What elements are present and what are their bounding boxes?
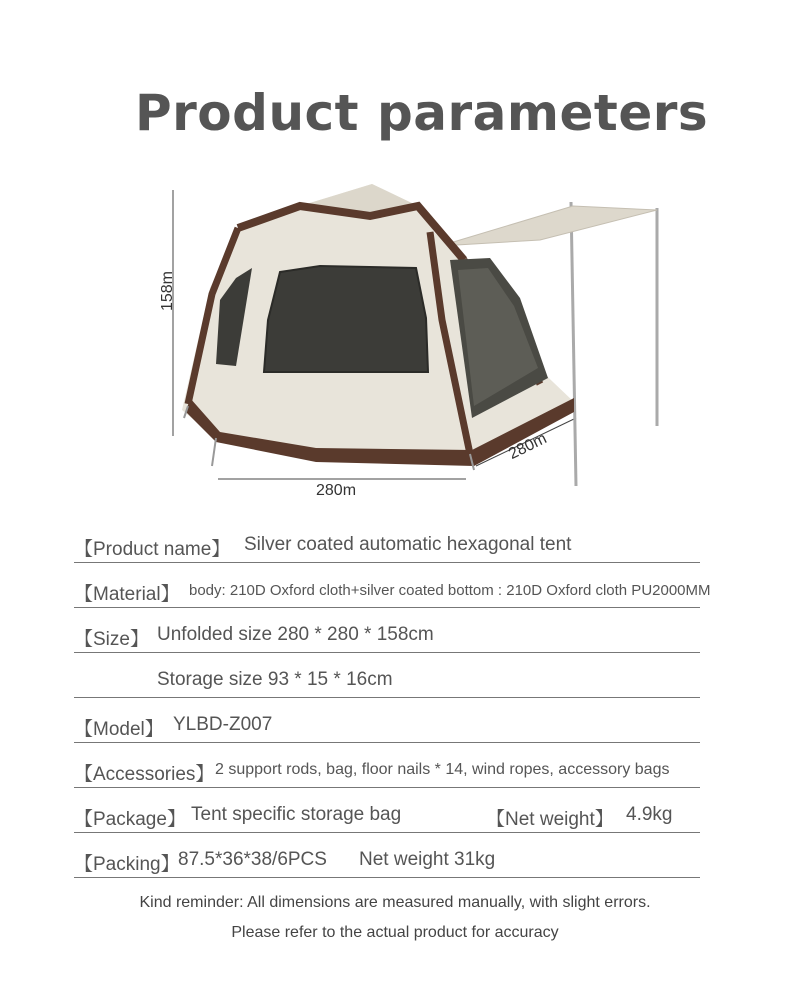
tent-illustration bbox=[140, 170, 680, 510]
tent-image bbox=[140, 170, 680, 510]
material-label: 【Material】 bbox=[74, 584, 180, 605]
reminder-line-1: Kind reminder: All dimensions are measured manually, with slight errors. bbox=[139, 894, 651, 911]
material-value: body: 210D Oxford cloth+silver coated bottom : 210D Oxford cloth PU2000MM bbox=[189, 582, 711, 599]
net-weight-value: 4.9kg bbox=[626, 804, 673, 825]
spec-row-size bbox=[74, 620, 700, 653]
height-label: 158m bbox=[159, 270, 177, 312]
accessories-label: 【Accessories】 bbox=[74, 764, 215, 785]
product-name-label: 【Product name】 bbox=[74, 539, 231, 560]
spec-row-package bbox=[74, 800, 700, 833]
front-window bbox=[264, 266, 428, 372]
packing-value: 87.5*36*38/6PCS bbox=[178, 849, 327, 870]
spec-row-model bbox=[74, 710, 700, 743]
model-value: YLBD-Z007 bbox=[173, 714, 273, 735]
net-weight-label: 【Net weight】 bbox=[486, 809, 614, 830]
size-storage: Storage size 93 * 15 * 16cm bbox=[157, 669, 393, 690]
awning-pole-front bbox=[571, 202, 576, 486]
size-label: 【Size】 bbox=[74, 629, 149, 650]
model-label: 【Model】 bbox=[74, 719, 164, 740]
packing-weight: Net weight 31kg bbox=[359, 849, 496, 870]
page-title: Product parameters bbox=[135, 84, 709, 142]
spec-row-accessories bbox=[74, 755, 700, 788]
packing-label: 【Packing】 bbox=[74, 854, 180, 875]
accessories-value: 2 support rods, bag, floor nails * 14, wind ropes, accessory bags bbox=[215, 761, 670, 778]
spec-row-product-name bbox=[74, 530, 700, 563]
awning bbox=[440, 206, 657, 246]
package-label: 【Package】 bbox=[74, 809, 186, 830]
reminder-line-2: Please refer to the actual product for accuracy bbox=[231, 924, 559, 941]
size-unfolded: Unfolded size 280 * 280 * 158cm bbox=[157, 624, 434, 645]
spec-row-packing bbox=[74, 845, 700, 878]
product-name-value: Silver coated automatic hexagonal tent bbox=[244, 534, 572, 555]
spec-row-storage bbox=[74, 665, 700, 698]
width-label: 280m bbox=[316, 482, 357, 499]
package-value: Tent specific storage bag bbox=[191, 804, 402, 825]
depth-label: 280m bbox=[506, 430, 550, 463]
spec-row-material bbox=[74, 575, 711, 608]
